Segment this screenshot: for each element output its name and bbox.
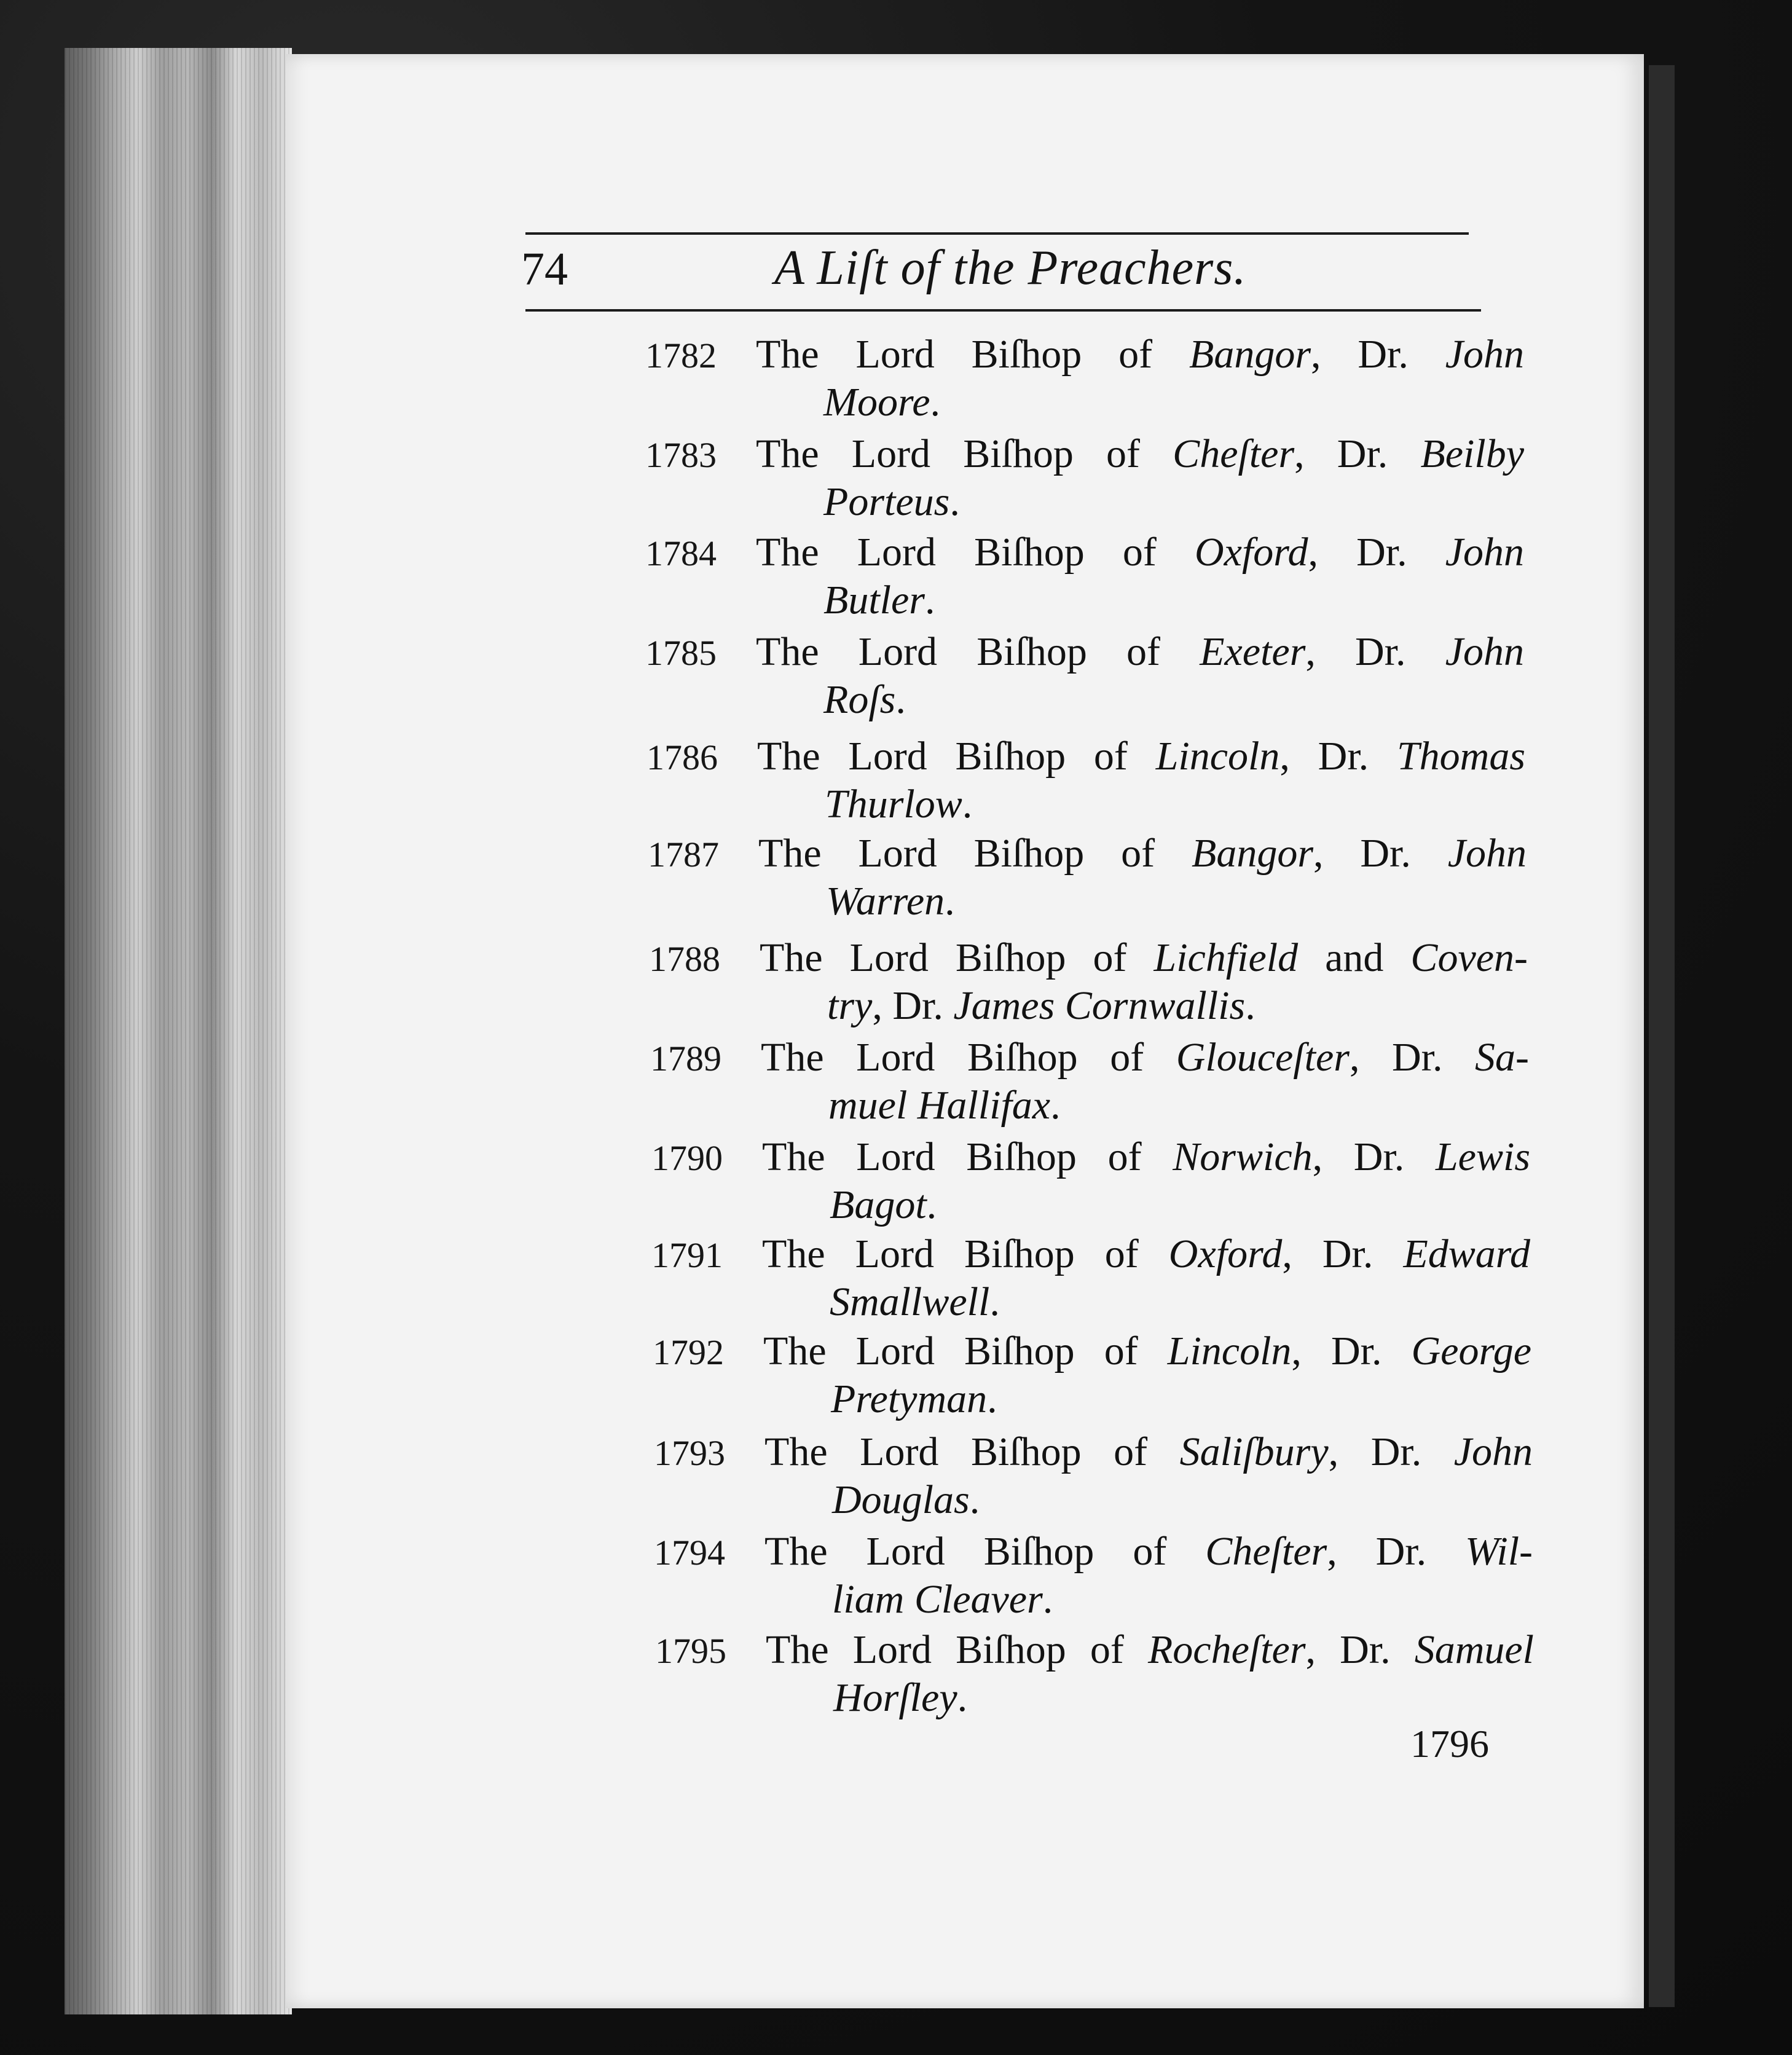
entry-line-2: Moore. [823, 380, 941, 425]
entry-year: 1784 [645, 533, 717, 573]
page-edges [65, 48, 292, 2014]
entry-line-1: The Lord Biſhop of Lincoln, Dr. Thomas [757, 734, 1526, 779]
entry-year: 1787 [648, 835, 719, 874]
entry-year: 1789 [650, 1039, 721, 1079]
entry-line-2: liam Cleaver. [832, 1577, 1053, 1622]
entry-line-2: Douglas. [832, 1477, 980, 1522]
entry-line-2: Smallwell. [830, 1279, 1000, 1324]
running-title: A Liſt of the Preachers. [774, 241, 1247, 295]
entry-year: 1790 [651, 1138, 723, 1178]
entry-line-1: The Lord Biſhop of Norwich, Dr. Lewis [762, 1134, 1531, 1179]
entry-year: 1792 [653, 1332, 724, 1372]
entry-line-2: Porteus. [823, 479, 960, 524]
header-rule-bottom [525, 309, 1481, 312]
entry-year: 1794 [654, 1533, 725, 1573]
entry-line-1: The Lord Biſhop of Saliſbury, Dr. John [764, 1429, 1533, 1474]
entry-line-1: The Lord Biſhop of Cheſter, Dr. Beilby [756, 431, 1525, 476]
entry-line-2: Horſley. [833, 1675, 968, 1720]
entry-line-2: Pretyman. [831, 1377, 997, 1421]
catchword: 1796 [1410, 1722, 1489, 1766]
entry-line-1: The Lord Biſhop of Lichfield and Coven- [760, 935, 1528, 980]
entry-line-1: The Lord Biſhop of Rocheſter, Dr. Samuel [766, 1627, 1534, 1672]
entry-year: 1795 [655, 1631, 726, 1671]
entry-year: 1793 [654, 1433, 725, 1473]
entry-year: 1786 [646, 737, 718, 777]
entry-year: 1783 [645, 435, 717, 475]
page-number: 74 [521, 243, 568, 295]
entry-year: 1788 [649, 939, 720, 979]
entry-line-2: muel Hallifax. [828, 1083, 1061, 1128]
header-rule-top [525, 232, 1469, 235]
entry-line-2: try, Dr. James Cornwallis. [827, 983, 1256, 1028]
entry-line-1: The Lord Biſhop of Bangor, Dr. John [756, 332, 1525, 377]
page-edge-lines [65, 48, 292, 2014]
entry-line-1: The Lord Biſhop of Exeter, Dr. John [756, 629, 1525, 674]
entry-line-1: The Lord Biſhop of Glouceſter, Dr. Sa- [761, 1035, 1529, 1080]
entry-line-2: Warren. [826, 879, 955, 924]
entry-year: 1791 [651, 1235, 723, 1275]
entry-line-2: Thurlow. [825, 782, 973, 827]
entry-year: 1782 [645, 336, 717, 375]
entry-line-1: The Lord Biſhop of Oxford, Dr. Edward [762, 1232, 1531, 1276]
entry-line-1: The Lord Biſhop of Bangor, Dr. John [758, 831, 1527, 876]
entry-line-1: The Lord Biſhop of Oxford, Dr. John [756, 530, 1525, 575]
entry-year: 1785 [645, 633, 717, 673]
entry-line-2: Bagot. [830, 1182, 937, 1227]
entry-line-1: The Lord Biſhop of Cheſter, Dr. Wil- [764, 1529, 1533, 1574]
right-page-strip [1649, 65, 1675, 2007]
entry-line-1: The Lord Biſhop of Lincoln, Dr. George [763, 1329, 1531, 1373]
entry-line-2: Roſs. [823, 677, 906, 722]
entry-line-2: Butler. [823, 578, 935, 623]
